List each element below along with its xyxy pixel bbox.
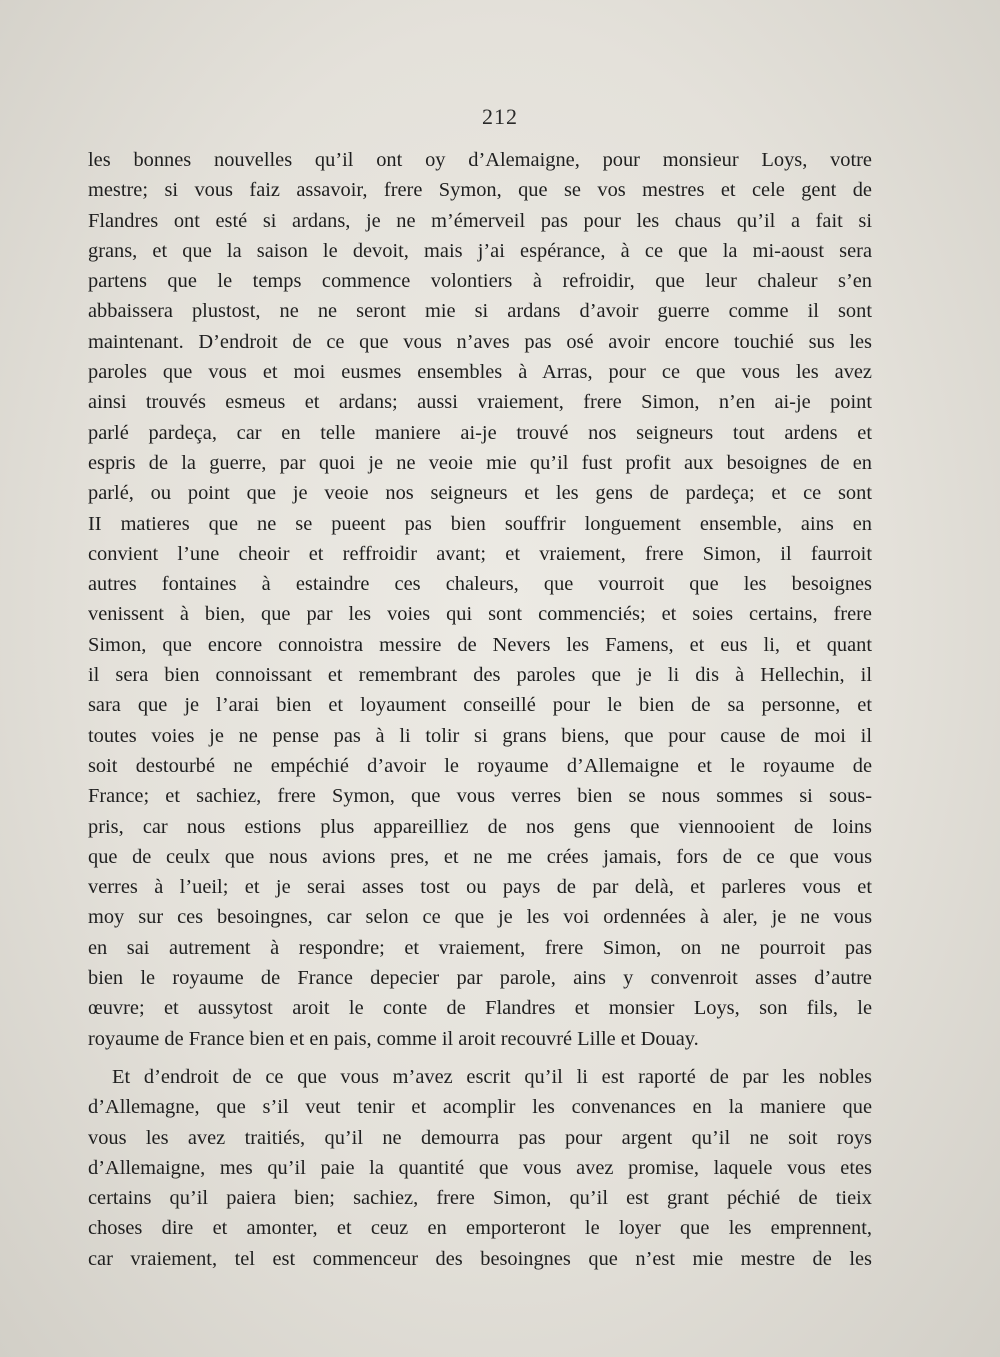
text-line: venissent à bien, que par les voies qui sont commenciés; et soies certains, frere — [88, 603, 872, 626]
text-line: royaume de France bien et en pais, comme il aroit recouvré Lille et Douay. — [88, 1027, 699, 1050]
text-line: il sera bien connoissant et remembrant des paroles que je li dis à Hellechin, il — [88, 664, 872, 687]
text-line: moy sur ces besoingnes, car selon ce que je les voi ordennées à aler, je ne vous — [88, 906, 872, 929]
text-line: car vraiement, tel est commenceur des besoingnes que n’est mie mestre de les — [88, 1247, 872, 1270]
text-line: d’Allemagne, que s’il veut tenir et acomplir les convenances en la maniere que — [88, 1096, 872, 1119]
text-line: espris de la guerre, par quoi je ne veoie mie qu’il fust profit aux besoignes de en — [88, 451, 872, 474]
paragraph — [88, 145, 872, 1054]
text-line: choses dire et amonter, et ceuz en emporteront le loyer que les emprennent, — [88, 1217, 872, 1240]
text-line: vous les avez traitiés, qu’il ne demourra pas pour argent qu’il ne soit roys — [88, 1126, 872, 1149]
text-line: convient l’une cheoir et reffroidir avant; et vraiement, frere Simon, il faurroit — [88, 542, 872, 565]
text-line: partens que le temps commence volontiers à refroidir, que leur chaleur s’en — [88, 270, 872, 293]
text-line: mestre; si vous faiz assavoir, frere Symon, que se vos mestres et cele gent de — [88, 179, 872, 202]
text-line: en sai autrement à respondre; et vraiement, frere Simon, on ne pourroit pas — [88, 936, 872, 959]
text-line: verres à l’ueil; et je serai asses tost ou pays de par delà, et parleres vous et — [88, 876, 872, 899]
text-line: œuvre; et aussytost aroit le conte de Flandres et monsier Loys, son fils, le — [88, 997, 872, 1020]
text-line: grans, et que la saison le devoit, mais j’ai espérance, à ce que la mi-aoust sera — [88, 239, 872, 262]
text-line: Simon, que encore connoistra messire de Nevers les Famens, et eus li, et quant — [88, 633, 872, 656]
text-line: Et d’endroit de ce que vous m’avez escrit qu’il li est raporté de par les nobles — [112, 1065, 872, 1088]
page-number: 212 — [482, 104, 518, 129]
body-text — [88, 145, 872, 1274]
text-line: soit destourbé ne empéchié d’avoir le royaume d’Allemaigne et le royaume de — [88, 754, 872, 777]
text-line: sara que je l’arai bien et loyaument conseillé pour le bien de sa personne, et — [88, 694, 872, 717]
text-line: d’Allemaigne, mes qu’il paie la quantité que vous avez promise, laquele vous etes — [88, 1156, 872, 1179]
text-line: Flandres ont esté si ardans, je ne m’émerveil pas pour les chaus qu’il a fait si — [88, 209, 872, 232]
text-line: certains qu’il paiera bien; sachiez, frere Simon, qu’il est grant péchié de tieix — [88, 1187, 872, 1210]
text-line: parlé pardeça, car en telle maniere ai-je trouvé nos seigneurs tout ardens et — [88, 421, 872, 444]
text-line: parlé, ou point que je veoie nos seigneurs et les gens de pardeça; et ce sont — [88, 482, 872, 505]
text-line: France; et sachiez, frere Symon, que vous verres bien se nous sommes si sous- — [88, 785, 872, 808]
text-line: II matieres que ne se pueent pas bien souffrir longuement ensemble, ains en — [88, 512, 872, 535]
text-line: maintenant. D’endroit de ce que vous n’aves pas osé avoir encore touchié sus les — [88, 330, 872, 353]
paragraph-gap — [88, 1054, 872, 1062]
paragraph — [88, 1062, 872, 1274]
text-line: que de ceulx que nous avions pres, et ne me crées jamais, fors de ce que vous — [88, 845, 872, 868]
text-line: autres fontaines à estaindre ces chaleurs, que vourroit que les besoignes — [88, 573, 872, 596]
text-line: abbaissera plustost, ne ne seront mie si ardans d’avoir guerre comme il sont — [88, 300, 872, 323]
text-line: bien le royaume de France depecier par parole, ains y convenroit asses d’autre — [88, 967, 872, 990]
text-line: pris, car nous estions plus appareilliez de nos gens que viennooient de loins — [88, 815, 872, 838]
text-line: paroles que vous et moi eusmes ensembles à Arras, pour ce que vous les avez — [88, 361, 872, 384]
text-line: les bonnes nouvelles qu’il ont oy d’Alemaigne, pour monsieur Loys, votre — [88, 149, 872, 171]
text-line: ainsi trouvés esmeus et ardans; aussi vraiement, frere Simon, n’en ai-je point — [88, 391, 872, 414]
text-line: toutes voies je ne pense pas à li tolir si grans biens, que pour cause de moi il — [88, 724, 872, 747]
